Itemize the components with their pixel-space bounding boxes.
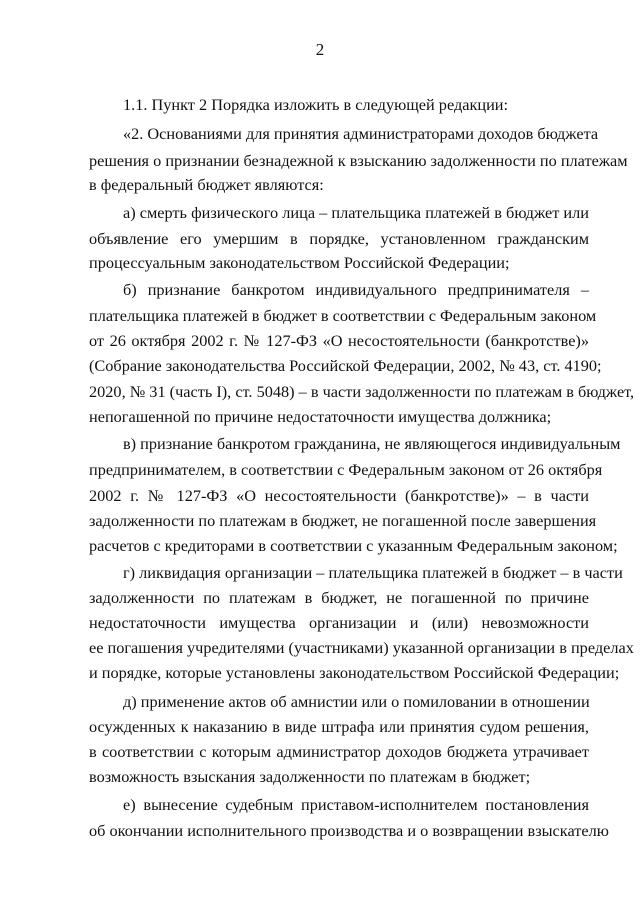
text-line: и порядке, которые установлены законодательством Российской Федерации; [89, 663, 620, 682]
text-line: расчетов с кредиторами в соответствии с указанным Федеральным законом; [89, 536, 618, 555]
text-line: от 26 октября 2002 г. № 127-ФЗ «О несостоятельности (банкротстве)» [89, 331, 589, 350]
text-line: (Собрание законодательства Российской Федерации, 2002, № 43, ст. 4190; [89, 356, 602, 375]
text-line: г) ликвидация организации – плательщика платежей в бюджет – в части [123, 563, 623, 582]
text-line: решения о признании безнадежной к взысканию задолженности по платежам [89, 151, 628, 170]
text-line: ее погашения учредителями (участниками) указанной организации в пределах [89, 638, 634, 657]
text-line: а) смерть физического лица – плательщика платежей в бюджет или [123, 203, 589, 222]
text-line: задолженности по платежам в бюджет, не погашенной по причине [89, 588, 589, 607]
text-line: 2002 г. № 127-ФЗ «О несостоятельности (банкротстве)» – в части [89, 486, 589, 505]
text-line: в федеральный бюджет являются: [89, 175, 324, 194]
text-line: процессуальным законодательством Российской Федерации; [89, 253, 510, 272]
text-line: б) признание банкротом индивидуального предпринимателя – [123, 280, 589, 299]
text-line: «2. Основаниями для принятия администраторами доходов бюджета [123, 124, 599, 143]
text-line: предпринимателем, в соответствии с Федеральным законом от 26 октября [89, 460, 603, 479]
text-line: непогашенной по причине недостаточности имущества должника; [89, 407, 552, 426]
text-line: возможность взыскания задолженности по платежам в бюджет; [89, 767, 531, 786]
text-line: в соответствии с которым администратор доходов бюджета утрачивает [89, 742, 589, 761]
text-line: е) вынесение судебным приставом-исполнителем постановления [123, 795, 589, 814]
text-line: задолженности по платежам в бюджет, не погашенной после завершения [89, 511, 597, 530]
page-number: 2 [315, 40, 325, 59]
text-line: плательщика платежей в бюджет в соответствии с Федеральным законом [89, 306, 597, 325]
text-line: 1.1. Пункт 2 Порядка изложить в следующей редакции: [123, 95, 509, 114]
text-line: д) применение актов об амнистии или о помиловании в отношении [123, 692, 590, 711]
text-line: об окончании исполнительного производства и о возвращении взыскателю [89, 821, 609, 840]
text-line: 2020, № 31 (часть I), ст. 5048) – в части задолженности по платежам в бюджет, [89, 382, 635, 401]
text-line: в) признание банкротом гражданина, не являющегося индивидуальным [123, 434, 621, 453]
text-line: осужденных к наказанию в виде штрафа или принятия судом решения, [89, 717, 589, 736]
text-line: объявление его умершим в порядке, установленном гражданским [89, 229, 589, 248]
text-line: недостаточности имущества организации и (или) невозможности [89, 613, 589, 632]
